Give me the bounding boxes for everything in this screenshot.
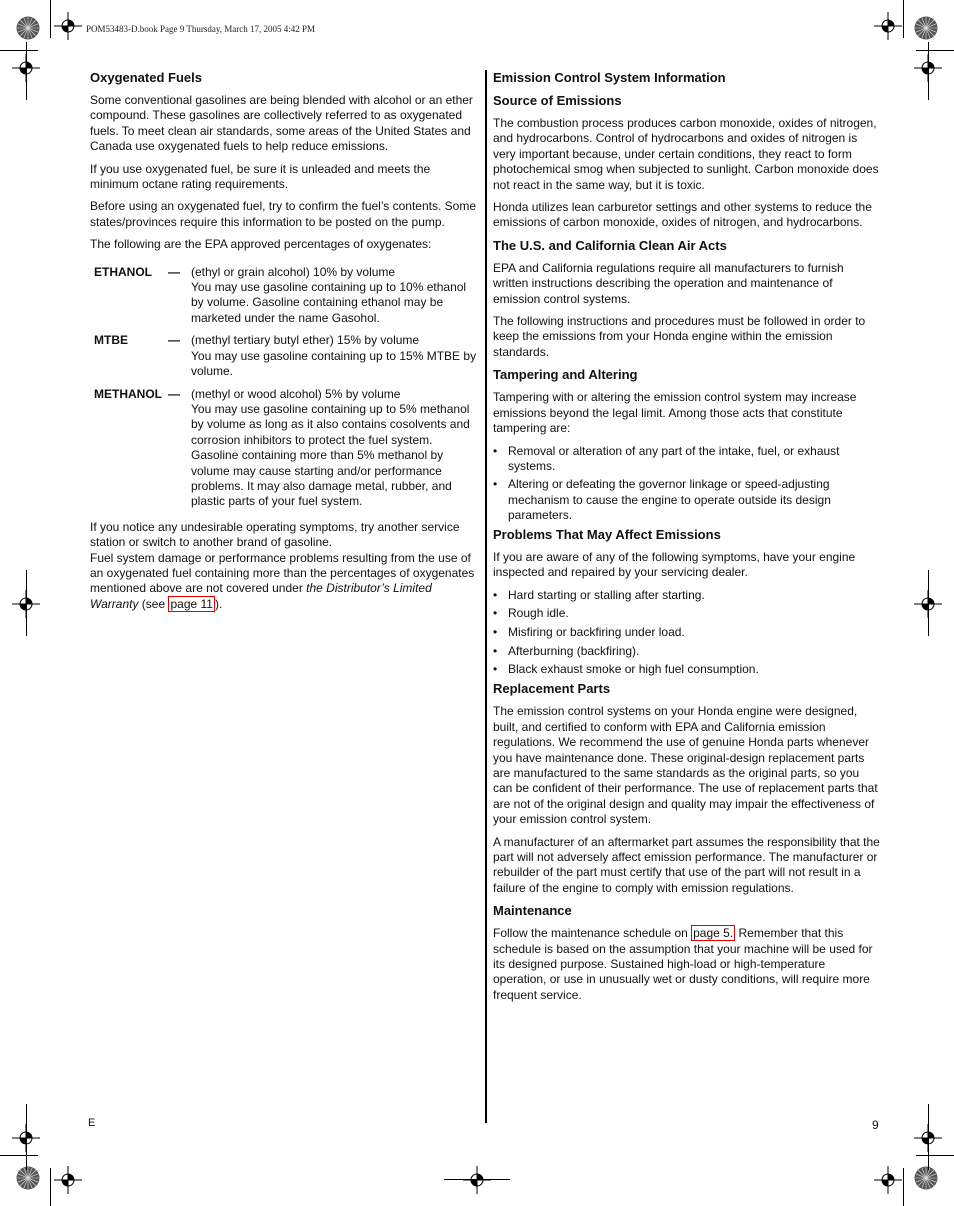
right-column	[493, 70, 881, 1010]
registration-sunburst-bottom-right	[914, 1166, 938, 1190]
crop-line	[444, 1179, 510, 1180]
crop-line	[928, 42, 929, 100]
oxygenates-table	[90, 265, 478, 510]
crop-line	[916, 50, 954, 51]
oxygenated-fuels-paragraph-1: Some conventional gasolines are being blended with alcohol or an ether compound. These gasolines are collectively referred to as oxygenated fuels. To meet clean air standards, some areas of the United States and Canada use oxygenated fuels to help reduce emissions.	[90, 93, 473, 154]
clean-air-acts-paragraph-2: The following instructions and procedures must be followed in order to keep the emissions from your Honda engine within the emission standards.	[493, 314, 866, 359]
registration-sunburst-top-right	[914, 16, 938, 40]
clean-air-acts-heading: The U.S. and California Clean Air Acts	[493, 237, 727, 253]
list-item: • Afterburning (backfiring).	[493, 644, 881, 659]
oxygenate-dash: —	[168, 333, 180, 348]
warranty-paragraph	[90, 551, 478, 613]
oxygenate-note: You may use gasoline containing up to 15% MTBE by volume.	[191, 348, 477, 379]
list-item: • Removal or alteration of any part of the intake, fuel, or exhaust systems.	[493, 444, 881, 474]
print-slug: POM53483-D.book Page 9 Thursday, March 17, 2005 4:42 PM	[86, 24, 315, 34]
oxygenate-description	[191, 265, 478, 327]
oxygenated-fuels-heading: Oxygenated Fuels	[90, 70, 202, 85]
oxygenate-row-methanol	[90, 387, 478, 510]
left-column	[90, 70, 478, 619]
source-paragraph-1: The combustion process produces carbon monoxide, oxides of nitrogen, and hydrocarbons. Control of hydrocarbons and oxides of nitrogen is very important because, under certain conditions, they react to form photochemical smog when subjected to sunlight. Carbon monoxide does not react in the same way, but it is toxic.	[493, 116, 879, 192]
page-number: 9	[872, 1118, 879, 1132]
list-item: • Hard starting or stalling after starting.	[493, 588, 881, 603]
oxygenate-row-mtbe	[90, 333, 478, 379]
symptoms-paragraph: If you notice any undesirable operating symptoms, try another service station or switch to another brand of gasoline.	[90, 519, 460, 550]
list-item: • Altering or defeating the governor linkage or speed-adjusting mechanism to cause the engine to operate outside its design parameters.	[493, 477, 881, 523]
oxygenate-term: ETHANOL	[94, 264, 152, 279]
oxygenated-fuels-paragraph-3: Before using an oxygenated fuel, try to confirm the fuel’s contents. Some states/provinces require this information to be posted on the pump.	[90, 199, 476, 229]
warranty-name: the Distributor’s Limited Warranty	[90, 581, 432, 611]
oxygenate-note: You may use gasoline containing up to 5% methanol by volume as long as it also contains cosolvents and corrosion inhibitors to protect the fuel system. Gasoline containing more than 5% methanol by volume may cause starting and/or performance problems. It may also damage metal, rubber, and plastic parts of your fuel system.	[191, 401, 470, 509]
crop-line	[26, 570, 27, 636]
crop-line	[928, 570, 929, 636]
warranty-text: Fuel system damage or performance problems resulting from the use of an oxygenated fuel containing more than the percentages of oxygenates mentioned above are not covered under	[90, 550, 475, 596]
clean-air-acts-paragraph-1: EPA and California regulations require all manufacturers to furnish written instructions describing the operation and maintenance of emission control systems.	[493, 260, 844, 306]
page-5-link[interactable]: page 5.	[693, 926, 734, 941]
crop-line	[50, 1168, 51, 1206]
list-item: • Black exhaust smoke or high fuel consumption.	[493, 662, 881, 677]
crop-line	[26, 42, 27, 100]
emission-control-heading: Emission Control System Information	[493, 70, 726, 85]
tampering-paragraph: Tampering with or altering the emission control system may increase emissions beyond the legal limit. Among those acts that constitute tampering are:	[493, 390, 857, 436]
tampering-heading: Tampering and Altering	[493, 367, 638, 383]
tampering-list	[493, 444, 881, 523]
oxygenate-term: METHANOL	[94, 386, 162, 401]
maintenance-heading: Maintenance	[493, 903, 572, 919]
crop-line	[928, 1104, 929, 1170]
warranty-text-see: (see	[138, 596, 169, 611]
replacement-parts-heading: Replacement Parts	[493, 681, 611, 697]
oxygenate-dash: —	[168, 386, 180, 401]
maintenance-paragraph	[493, 926, 881, 1003]
warranty-text-end: ).	[214, 596, 223, 611]
replacement-parts-paragraph-2: A manufacturer of an aftermarket part assumes the responsibility that the part will not adversely affect emission performance. The manufacturer or rebuilder of the part must certify that use of the part will not result in a failure of the engine to comply with emission regulations.	[493, 834, 880, 895]
maintenance-text: Follow the maintenance schedule on	[493, 926, 692, 941]
registration-sunburst-bottom-left	[16, 1166, 40, 1190]
oxygenate-percentage: (ethyl or grain alcohol) 10% by volume	[191, 264, 396, 279]
oxygenated-fuels-paragraph-2: If you use oxygenated fuel, be sure it is unleaded and meets the minimum octane rating requirements.	[90, 161, 431, 192]
language-code: E	[88, 1117, 96, 1129]
crosshair-mark-top-left	[54, 12, 82, 40]
crop-line	[0, 1155, 38, 1156]
oxygenate-description	[191, 387, 478, 510]
source-paragraph-2: Honda utilizes lean carburetor settings and other systems to reduce the emissions of carbon monoxide, oxides of nitrogen, and hydrocarbons.	[493, 200, 872, 230]
crop-line	[50, 0, 51, 38]
oxygenated-fuels-paragraph-4: The following are the EPA approved percentages of oxygenates:	[90, 237, 432, 252]
problems-heading: Problems That May Affect Emissions	[493, 526, 721, 542]
oxygenate-percentage: (methyl or wood alcohol) 5% by volume	[191, 386, 401, 401]
crosshair-mark-bottom-right	[874, 1166, 902, 1194]
oxygenate-dash: —	[168, 264, 180, 279]
source-of-emissions-heading: Source of Emissions	[493, 93, 622, 108]
column-divider	[485, 70, 487, 1123]
oxygenate-description	[191, 333, 478, 379]
crop-line	[916, 1155, 954, 1156]
problems-list	[493, 588, 881, 678]
crosshair-mark-top-right	[874, 12, 902, 40]
replacement-parts-paragraph-1: The emission control systems on your Honda engine were designed, built, and certified to conform with EPA and California emission regulations. We recommend the use of genuine Honda parts whenever you have maintenance done. These original-design replacement parts are manufactured to the same standards as the original parts, so you can be confident of their performance. The use of replacement parts that are not of the original design and quality may impair the effectiveness of your emission control system.	[493, 704, 878, 827]
crop-line	[0, 50, 38, 51]
crosshair-mark-bottom-center	[463, 1166, 491, 1194]
problems-paragraph: If you are aware of any of the following symptoms, have your engine inspected and repaired by your servicing dealer.	[493, 549, 856, 580]
oxygenate-row-ethanol	[90, 265, 478, 327]
crop-line	[903, 1168, 904, 1206]
oxygenate-term: MTBE	[94, 333, 128, 348]
registration-sunburst-top-left	[16, 16, 40, 40]
list-item: • Rough idle.	[493, 606, 881, 621]
maintenance-text-rest: Remember that this schedule is based on the assumption that your machine will be used for its designed purpose. Sustained high-load or high-temperature operation, or use in unusually wet or dusty conditions, will require more frequent service.	[493, 926, 873, 1002]
list-item: • Misfiring or backfiring under load.	[493, 625, 881, 640]
page-11-link[interactable]: page 11	[170, 596, 213, 611]
crop-line	[903, 0, 904, 38]
crosshair-mark-bottom-left	[54, 1166, 82, 1194]
crop-line	[26, 1104, 27, 1170]
oxygenate-percentage: (methyl tertiary butyl ether) 15% by volume	[191, 333, 420, 348]
oxygenate-note: You may use gasoline containing up to 10% ethanol by volume. Gasoline containing ethanol may be marketed under the name Gasohol.	[191, 280, 467, 325]
